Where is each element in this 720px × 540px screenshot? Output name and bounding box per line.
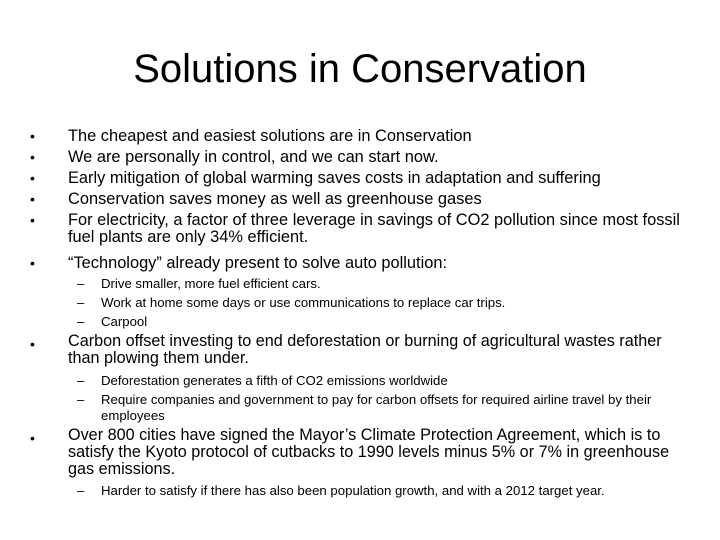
bullet-glyph: • [30,212,35,228]
bullet-point-early-mitigation: Early mitigation of global warming saves costs in adaptation and suffering [68,169,601,187]
sub-point-deforestation: Deforestation generates a fifth of CO2 emissions worldwide [101,373,448,388]
bullet-glyph: • [30,255,35,271]
sub-point-carbon-offsets-airline: Require companies and government to pay for carbon offsets for required airline travel by their employees [101,392,652,423]
bullet-glyph: • [30,170,35,186]
bullet-glyph: • [30,128,35,144]
sub-point-work-at-home: Work at home some days or use communications to replace car trips. [101,295,506,310]
sub-dash-glyph: – [77,295,85,310]
sub-dash-glyph: – [77,392,85,407]
sub-dash-glyph: – [77,483,85,498]
bullet-point-electricity-leverage: For electricity, a factor of three leverage in savings of CO2 pollution since most fossil fuel plants are only 34% efficient. [68,211,680,246]
bullet-point-conservation-saves-money: Conservation saves money as well as greenhouse gases [68,190,482,208]
slide-title: Solutions in Conservation [133,47,587,91]
bullet-point-carbon-offset: Carbon offset investing to end deforestation or burning of agricultural wastes rather than plowing them under. [68,332,662,367]
bullet-glyph: • [30,191,35,207]
sub-dash-glyph: – [77,314,85,329]
bullet-point-cheapest-solutions: The cheapest and easiest solutions are in Conservation [68,127,472,145]
sub-dash-glyph: – [77,373,85,388]
sub-dash-glyph: – [77,276,85,291]
bullet-point-technology-auto-pollution: “Technology” already present to solve auto pollution: [68,254,448,272]
sub-point-harder-to-satisfy: Harder to satisfy if there has also been population growth, and with a 2012 target year. [101,483,605,498]
bullet-glyph: • [30,336,35,352]
bullet-point-personal-control: We are personally in control, and we can start now. [68,148,439,166]
bullet-glyph: • [30,149,35,165]
bullet-glyph: • [30,430,35,446]
bullet-point-mayors-agreement: Over 800 cities have signed the Mayor’s Climate Protection Agreement, which is to satisfy the Kyoto protocol of cutbacks to 1990 levels minus 5% or 7% in greenhouse gas emissions. [68,426,670,478]
sub-point-carpool: Carpool [101,314,148,329]
sub-point-drive-smaller: Drive smaller, more fuel efficient cars. [101,276,321,291]
